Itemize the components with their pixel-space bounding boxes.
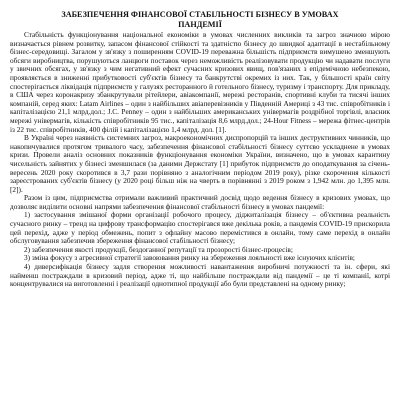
paragraph-directions-intro: Разом із цим, підприємства отримали важливий практичний досвід щодо ведення бізнесу в кризових умовах, що дозволяє виділити основні напрями забезпечення фінансової стабільності бізнесу в умовах пандемії:: [10, 193, 390, 211]
document-title-line-1: ЗАБЕЗПЕЧЕННЯ ФІНАНСОВОЇ СТАБІЛЬНОСТІ БІЗНЕСУ В УМОВАХ: [61, 10, 339, 19]
document-title-line-2: ПАНДЕМІЇ: [178, 20, 222, 29]
document-title: [10, 10, 390, 30]
list-item-1: 1) застосування змішаної форми організації робочого процесу, діджиталізація бізнесу – об'єктивна реальність сучасного ринку – тренд на цифрову трансформацію спостерігався вже декілька років, а пандемія COVID-19 прискорила цей перехід, адже у період обмежень, попит з офлайну масово перемістився в онлайн, тому саме перехід в онлайн обслуговування забезпечив збереження фінансової стабільності бізнесу;: [10, 210, 390, 246]
list-item-4: 4) диверсифікація бізнесу задля створення можливості навантаження виробничі потужності та ін. сфери, які найменш постраждали в кризовий період, адже ті, що найбільше постраждали від пандемії – це ті компанії, котрі концентрувалися на виготовленні і реалізації однотипної продукції або були представлені на одному ринку;: [10, 262, 390, 289]
list-item-2: 2) забезпечення якості продукції, бездоганної репутації та прозорості бізнес-процесів;: [24, 244, 293, 254]
paragraph-ukraine: В Україні через наявність системних загроз, макроекономічних диспропорцій та інших деструктивних чинників, що накопичувалися протягом тривалого часу, забезпечення фінансової стабільності бізнесу суттєво ускладнене в умовах кризи. Провели аналіз основних показників функціонування економіки України, визначено, що в умовах карантину чисельність зайнятих у бізнесі зменшилася (за даними Держстату [1] прибуток підприємств до оподаткування за січень-вересень 2020 року скоротився в 3,7 рази порівняно з аналогічним періодом 2019 року), різке скорочення кількості зареєстрованих суб'єктів бізнесу (у 2020 році більш ніж на чверть в порівнянні з 2019 роком з 1,942 млн. до 1,395 млн. [2]).: [10, 133, 390, 194]
paragraph-intro: Стабільність функціонування національної економіки в умовах численних викликів та загроз значною мірою визначається рівнем розвитку, запасом фінансової стійкості та здатністю бізнесу до швидкої адаптації в нестабільному бізнес-середовищі. Загалом у зв'язку з поширенням COVID-19 переважна більшість підприємств вимушено зменшують обсяги виробництва, порушуються ланцюги поставок через неможливість реалізовувати продукцію чи надавати послуги у звичних обсягах, у зв'язку з чим негативний ефект сучасних кризових явищ, пов'язаних з епідемічною небезпекою, проявляється в зниженні прибутковості суб'єктів бізнесу та банкрутстві окремих із них. Так, у більшості країн світу спостерігається ліквідація підприємств у галузях ресторанного й готельного бізнесу, туризму і транспорту. Для прикладу, в США через коронакризу збанкрутували рітейлери, авіакомпанії, мережі ресторанів, спортивні клуби та тисячі інших компаній, серед яких: Latam Airlines – один з найбільших авіаперевізників у Південній Америці з 43 тис. співробітників і капіталізацією 21,1 млрд.дол.; J.C. Penney – один з найбільших американських універмагів роздрібної торгівлі, власник мережі універмагів, кількість співробітників 95 тис., капіталізація 8,6 млрд.дол.; 24-Hour Fitness – мережа фітнес-центрів із 22 тис. співробітників, 400 філій і капіталізацією 1,4 млрд. дол. [1].: [10, 30, 390, 134]
list-item-3: 3) зміна фокусу з агресивної стратегії завоювання ринку на збереження лояльності вже існуючих клієнтів;: [24, 253, 355, 263]
